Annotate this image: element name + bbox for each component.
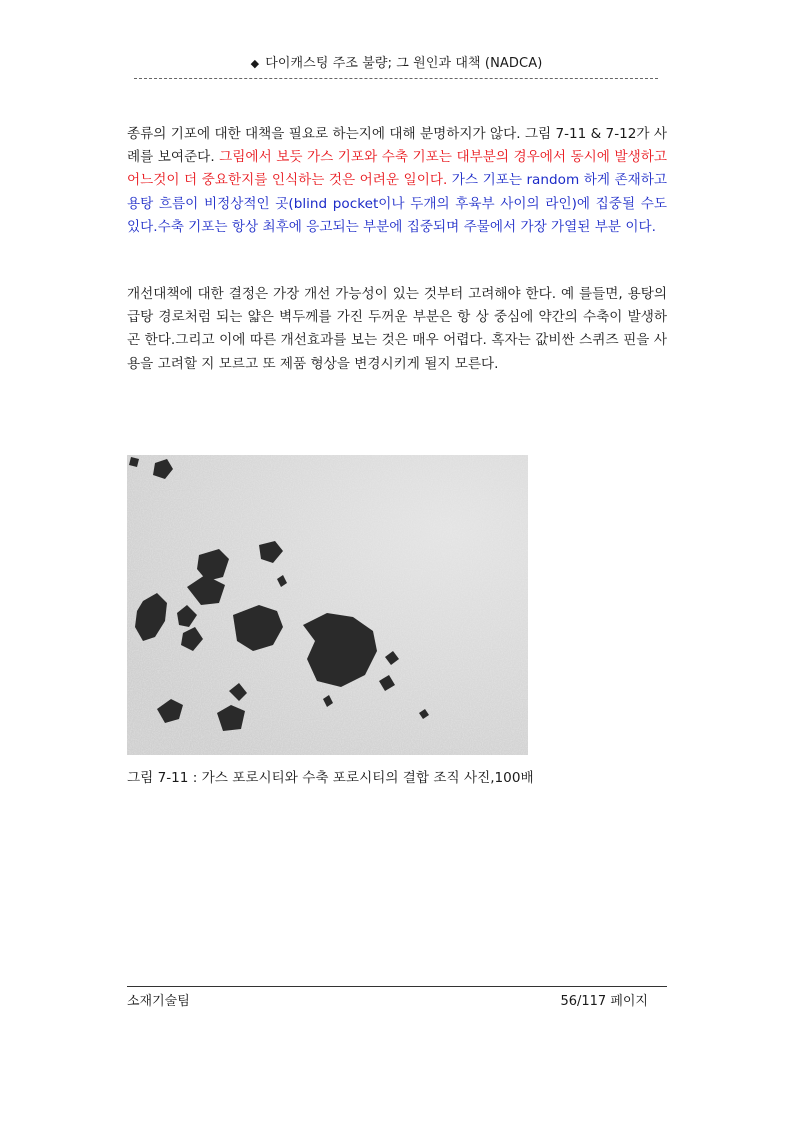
- header-title: 다이캐스팅 주조 불량; 그 원인과 대책 (NADCA): [265, 56, 543, 71]
- footer-page-number: 56/117 페이지: [560, 994, 648, 1009]
- footer-team-name: 소재기술팀: [127, 994, 190, 1009]
- figure-caption: 그림 7-11 : 가스 포로시티와 수축 포로시티의 결합 조직 사진,100배: [127, 770, 534, 786]
- micrograph-svg: [127, 455, 528, 755]
- page-header: [0, 52, 793, 71]
- body-paragraph-2: [127, 283, 667, 376]
- paragraph-1-red-text: 그림에서 보듯 가스 기포와 수축 기포는 대부분의 경우에서 동시에 발생하고 어느것이 더 중요한지를 인식하는 것은 어려운 일이다.: [127, 149, 667, 189]
- paragraph-1-text: 종류의 기포에 대한 대책을 필요로 하는지에 대해 분명하지가 않다. 그림 7-11 & 7-12가 사례를 보여준다.: [127, 126, 667, 166]
- paragraph-1-blue-text: 가스 기포는 random 하게 존재하고 용탕 흐름이 비정상적인 곳(blind pocket이나 두개의 후육부 사이의 라인)에 집중될 수도 있다.수축 기포는 항상 최후에 응고되는 부분에 집중되며 주물에서 가장 가열된 부분 이다.: [127, 172, 667, 235]
- micrograph-image: [127, 455, 528, 755]
- body-paragraph-1: [127, 123, 667, 239]
- header-diamond-icon: ◆: [250, 57, 260, 70]
- footer-divider: [127, 986, 667, 987]
- header-divider: [134, 78, 658, 79]
- paragraph-2-text: 개선대책에 대한 결정은 가장 개선 가능성이 있는 것부터 고려해야 한다. 예 를들면, 용탕의 급탕 경로처럼 되는 얇은 벽두께를 가진 두꺼운 부분은 항 상 중심에 약간의 수축이 발생하곤 한다.그리고 이에 따른 개선효과를 보는 것은 매우 어렵다. 혹자는 값비싼 스퀴즈 핀을 사용을 고려할 지 모르고 또 제품 형상을 변경시키게 될지 모른다.: [127, 286, 667, 372]
